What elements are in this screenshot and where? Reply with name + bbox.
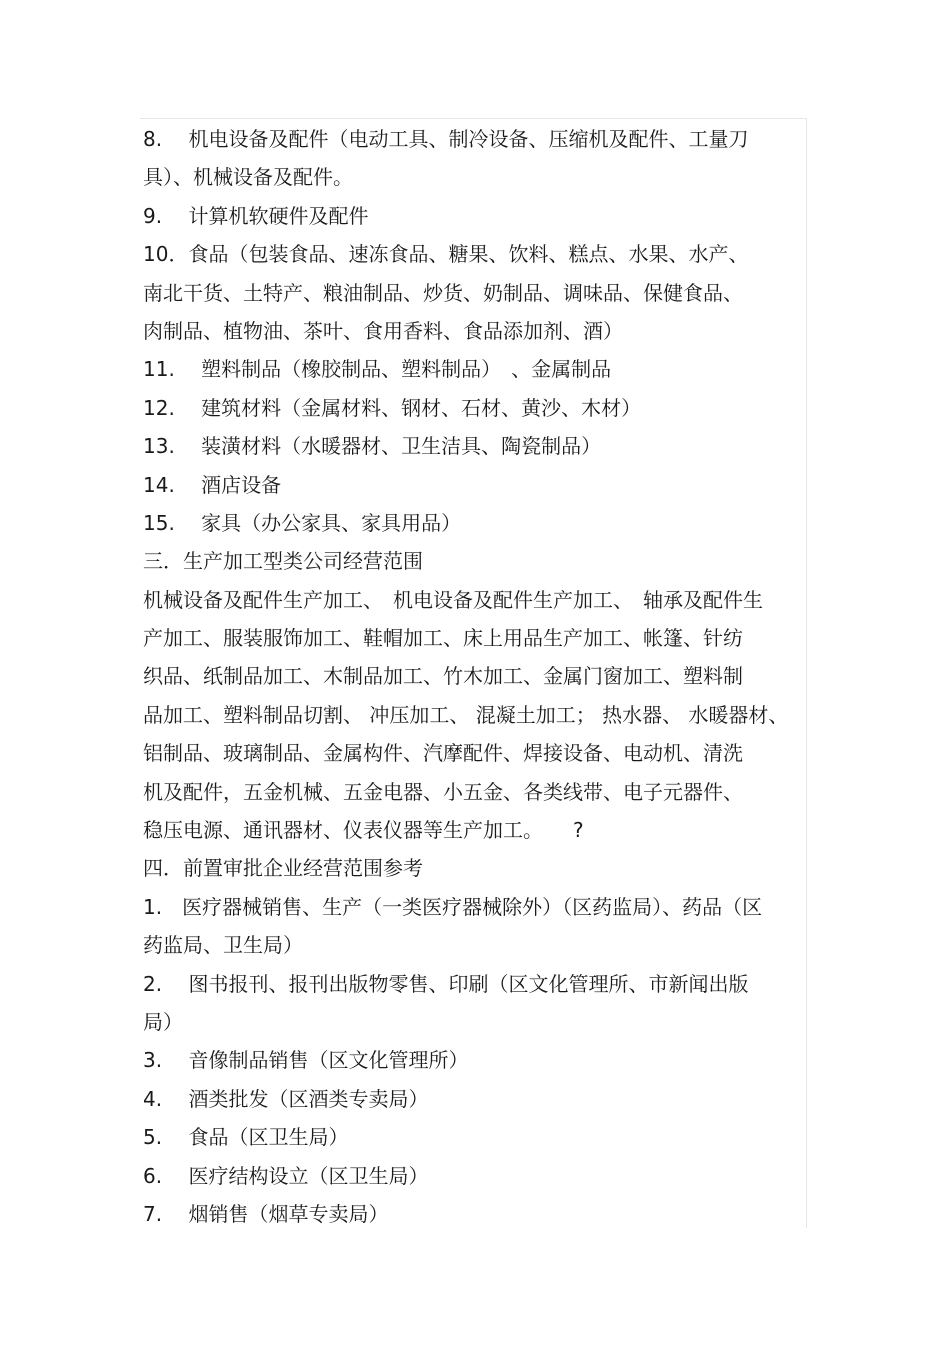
text-line: 品加工、塑料制品切割、 冲压加工、 混凝土加工； 热水器、 水暖器材、 — [143, 702, 789, 727]
text-line: 2. 图书报刊、报刊出版物零售、印刷（区文化管理所、市新闻出版 — [143, 971, 749, 996]
text-line: 织品、纸制品加工、木制品加工、竹木加工、金属门窗加工、塑料制 — [143, 664, 743, 689]
text-line: 产加工、服装服饰加工、鞋帽加工、床上用品生产加工、帐篷、针纺 — [143, 626, 743, 651]
text-line: 南北干货、土特产、粮油制品、炒货、奶制品、调味品、保健食品、 — [143, 280, 743, 305]
text-line: 3. 音像制品销售（区文化管理所） — [143, 1048, 469, 1073]
text-line: 药监局、卫生局） — [143, 933, 303, 958]
text-line: 肉制品、植物油、茶叶、食用香料、食品添加剂、酒） — [143, 318, 623, 343]
text-line: 铝制品、玻璃制品、金属构件、汽摩配件、焊接设备、电动机、清洗 — [143, 741, 743, 766]
text-line: 7. 烟销售（烟草专卖局） — [143, 1201, 389, 1226]
text-line: 11. 塑料制品（橡胶制品、塑料制品） 、金属制品 — [143, 357, 612, 382]
text-line: 1. 医疗器械销售、生产（一类医疗器械除外）（区药监局）、药品（区 — [143, 894, 763, 919]
text-line: 机及配件，五金机械、五金电器、小五金、各类线带、电子元器件、 — [143, 779, 743, 804]
section-heading: 四．前置审批企业经营范围参考 — [143, 856, 423, 881]
text-line: 6. 医疗结构设立（区卫生局） — [143, 1163, 429, 1188]
text-line: 9. 计算机软硬件及配件 — [143, 203, 369, 228]
text-line: 5. 食品（区卫生局） — [143, 1125, 349, 1150]
text-line: 8. 机电设备及配件（电动工具、制冷设备、压缩机及配件、工量刀 — [143, 127, 749, 151]
document-body — [143, 120, 808, 1233]
text-line: 13. 装潢材料（水暖器材、卫生洁具、陶瓷制品） — [143, 434, 602, 459]
text-line: 15. 家具（办公家具、家具用品） — [143, 510, 462, 535]
text-line: 12. 建筑材料（金属材料、钢材、石材、黄沙、木材） — [143, 395, 642, 420]
text-line: 局） — [143, 1009, 183, 1034]
section-heading: 三．生产加工型类公司经营范围 — [143, 549, 423, 574]
text-line: 具）、机械设备及配件。 — [143, 165, 353, 190]
text-line: 稳压电源、通讯器材、仪表仪器等生产加工。 ? — [143, 818, 584, 843]
text-line: 机械设备及配件生产加工、 机电设备及配件生产加工、 轴承及配件生 — [143, 587, 763, 612]
text-line: 10．食品（包装食品、速冻食品、糖果、饮料、糕点、水果、水产、 — [143, 242, 749, 267]
text-line: 4. 酒类批发（区酒类专卖局） — [143, 1086, 429, 1111]
text-line: 14. 酒店设备 — [143, 472, 282, 497]
